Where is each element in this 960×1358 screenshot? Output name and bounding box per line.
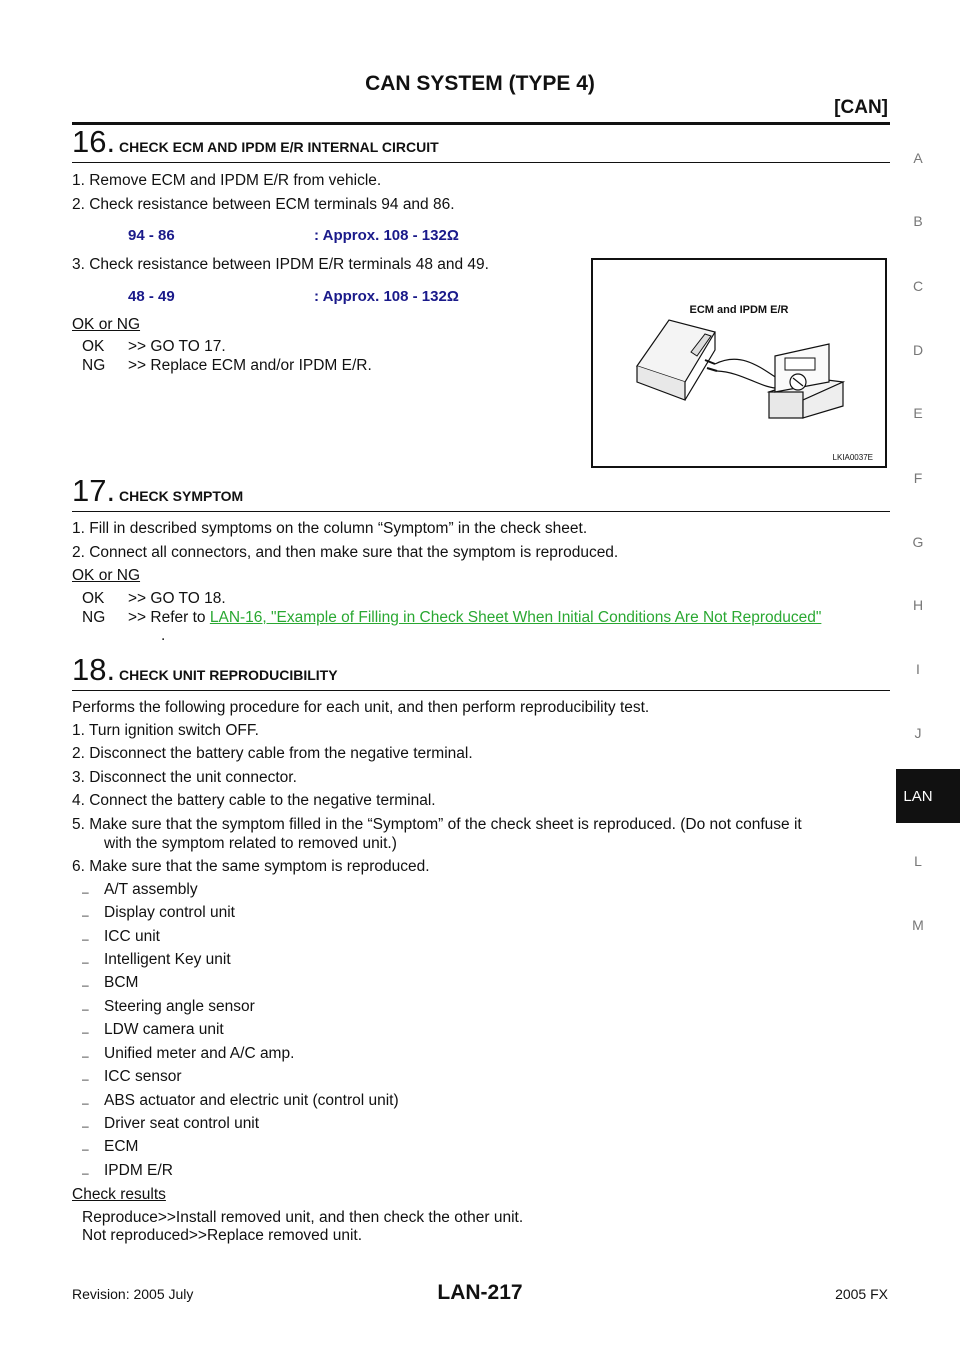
side-tab-label: LAN <box>903 787 933 805</box>
spec-48-49 <box>128 288 459 305</box>
list-item: Intelligent Key unit <box>104 951 231 968</box>
result-ng-suffix: . <box>161 627 166 644</box>
list-dash: – <box>82 885 89 899</box>
refer-prefix: >> Refer to <box>128 609 210 626</box>
section-tag: [CAN] <box>834 97 888 118</box>
step-title: CHECK UNIT REPRODUCIBILITY <box>119 667 338 683</box>
step-16-line-1: 1. Remove ECM and IPDM E/R from vehicle. <box>72 172 382 189</box>
figure-code: LKIA0037E <box>832 453 873 462</box>
step-16-line-2: 2. Check resistance between ECM terminals 94 and 86. <box>72 196 455 213</box>
spec-value: : Approx. 108 - 132Ω <box>314 227 459 244</box>
result-ng-code: NG <box>82 357 106 374</box>
side-index-m[interactable]: M <box>912 917 924 933</box>
check-results-label: Check results <box>72 1186 166 1203</box>
list-item: LDW camera unit <box>104 1021 224 1038</box>
list-dash: – <box>82 1166 89 1180</box>
side-index-g[interactable]: G <box>912 534 924 550</box>
list-dash: – <box>82 1002 89 1016</box>
side-index-j[interactable]: J <box>914 725 922 741</box>
result-ok-text: >> GO TO 18. <box>128 590 226 607</box>
step-18-line-4: 4. Connect the battery cable to the negative terminal. <box>72 792 436 809</box>
list-dash: – <box>82 908 89 922</box>
step-number: 16. <box>72 124 116 159</box>
step-17-header <box>72 473 890 512</box>
side-index-e[interactable]: E <box>913 405 923 421</box>
ecm-ipdm-figure <box>591 258 887 468</box>
figure-title: ECM and IPDM E/R <box>689 304 789 316</box>
list-item: ECM <box>104 1138 139 1155</box>
list-item: IPDM E/R <box>104 1162 173 1179</box>
result-ng-text: >> Replace ECM and/or IPDM E/R. <box>128 357 372 374</box>
step-16-header <box>72 124 890 163</box>
footer-model: 2005 FX <box>835 1286 888 1302</box>
list-dash: – <box>82 932 89 946</box>
ok-or-ng-label: OK or NG <box>72 567 141 584</box>
result-ok-code: OK <box>82 590 105 607</box>
check-result-not-reproduced: Not reproduced>>Replace removed unit. <box>82 1227 363 1244</box>
list-dash: – <box>82 978 89 992</box>
step-16-line-3: 3. Check resistance between IPDM E/R terminals 48 and 49. <box>72 256 489 273</box>
step-number: 18. <box>72 652 116 687</box>
side-index-a[interactable]: A <box>913 150 923 166</box>
step-18-line-5-cont: with the symptom related to removed unit.) <box>104 835 397 852</box>
list-item: ICC sensor <box>104 1068 182 1085</box>
page-title: CAN SYSTEM (TYPE 4) <box>365 72 595 95</box>
check-sheet-link[interactable]: LAN-16, "Example of Filling in Check Sheet When Initial Conditions Are Not Reproduced" <box>209 609 822 626</box>
side-index-f[interactable]: F <box>913 470 923 486</box>
ohmmeter-illustration <box>593 260 885 466</box>
spec-label: 94 - 86 <box>128 227 175 244</box>
step-18-header <box>72 652 890 691</box>
list-dash: – <box>82 1096 89 1110</box>
result-ok-text: >> GO TO 17. <box>128 338 226 355</box>
result-ng-code: NG <box>82 609 106 626</box>
list-item: A/T assembly <box>104 881 198 898</box>
side-index-d[interactable]: D <box>912 342 924 358</box>
list-item: ABS actuator and electric unit (control unit) <box>104 1092 399 1109</box>
ok-or-ng-label: OK or NG <box>72 316 141 333</box>
step-number: 17. <box>72 473 116 508</box>
side-index-i[interactable]: I <box>916 661 920 677</box>
result-ng-text <box>128 609 821 627</box>
list-item: Steering angle sensor <box>104 998 255 1015</box>
list-dash: – <box>82 955 89 969</box>
side-index <box>896 0 960 1358</box>
list-dash: – <box>82 1072 89 1086</box>
footer-page-number: LAN-217 <box>437 1281 523 1304</box>
side-index-b[interactable]: B <box>913 213 923 229</box>
step-17-line-1: 1. Fill in described symptoms on the column “Symptom” in the check sheet. <box>72 520 588 537</box>
spec-value: : Approx. 108 - 132Ω <box>314 288 459 305</box>
spec-94-86 <box>128 227 459 244</box>
result-ok-code: OK <box>82 338 105 355</box>
list-dash: – <box>82 1142 89 1156</box>
footer-revision: Revision: 2005 July <box>72 1286 194 1302</box>
list-item: Display control unit <box>104 904 235 921</box>
side-index-lan-active[interactable] <box>896 769 960 823</box>
side-index-l[interactable]: L <box>914 853 922 869</box>
list-item: Driver seat control unit <box>104 1115 260 1132</box>
check-result-reproduce: Reproduce>>Install removed unit, and then check the other unit. <box>82 1209 524 1226</box>
step-18-intro: Performs the following procedure for each unit, and then perform reproducibility test. <box>72 699 650 716</box>
step-18-line-6: 6. Make sure that the same symptom is reproduced. <box>72 858 430 875</box>
step-title: CHECK SYMPTOM <box>119 488 244 504</box>
list-item: BCM <box>104 974 139 991</box>
list-dash: – <box>82 1025 89 1039</box>
list-dash: – <box>82 1119 89 1133</box>
list-item: Unified meter and A/C amp. <box>104 1045 295 1062</box>
step-18-line-1: 1. Turn ignition switch OFF. <box>72 722 259 739</box>
header-rule <box>72 122 890 125</box>
list-item: ICC unit <box>104 928 160 945</box>
side-index-c[interactable]: C <box>912 278 924 294</box>
side-index-h[interactable]: H <box>912 597 924 613</box>
step-18-line-5: 5. Make sure that the symptom filled in the “Symptom” of the check sheet is reproduced. (Do not confuse it <box>72 816 802 833</box>
step-18-line-3: 3. Disconnect the unit connector. <box>72 769 297 786</box>
list-dash: – <box>82 1049 89 1063</box>
step-17-line-2: 2. Connect all connectors, and then make sure that the symptom is reproduced. <box>72 544 619 561</box>
spec-label: 48 - 49 <box>128 288 175 305</box>
step-18-line-2: 2. Disconnect the battery cable from the negative terminal. <box>72 745 473 762</box>
step-title: CHECK ECM AND IPDM E/R INTERNAL CIRCUIT <box>119 139 439 155</box>
